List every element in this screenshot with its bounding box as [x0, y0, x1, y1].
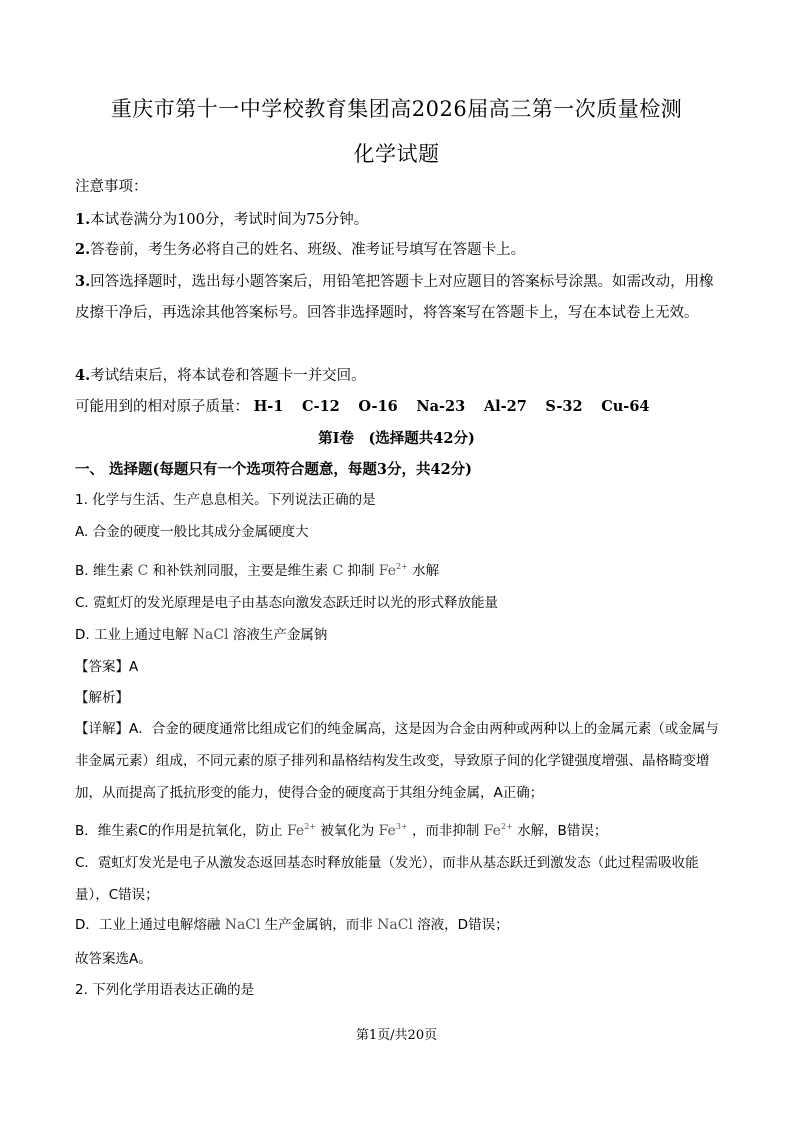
- notice-heading: 注意事项：: [75, 179, 148, 195]
- q1-analysis-label: 【解析】: [75, 690, 129, 706]
- page-number: 第1页/共20页: [355, 1028, 438, 1043]
- notice-item-3: [75, 266, 725, 329]
- notice-item-4-number: 4.: [75, 367, 91, 384]
- q1-detail-d-formula-nacl2: NaCl: [377, 917, 413, 933]
- q1-option-b-formula-fe: [379, 563, 408, 579]
- q1-conclusion: 故答案选A。: [75, 951, 152, 967]
- notice-item-3-number: 3.: [75, 273, 91, 290]
- q1-option-b-text-1: B. 维生素: [75, 563, 134, 579]
- notice-item-4-text: 考试结束后，将本试卷和答题卡一并交回。: [90, 368, 366, 384]
- q1-detail-d-text-3: 溶液，D错误；: [417, 917, 509, 933]
- exam-subject: 化学试题: [353, 142, 440, 166]
- q1-option-c: C. 霓虹灯的发光原理是电子由基态向激发态跃迁时以光的形式释放能量: [75, 595, 499, 611]
- q1-detail-d-text-1: D．工业上通过电解熔融: [75, 917, 221, 933]
- q1-option-b-formula-c1: C: [137, 563, 149, 579]
- atomic-mass-o: O-16: [358, 398, 398, 415]
- atomic-mass-h: H-1: [253, 398, 284, 415]
- volume-heading: 第Ⅰ卷 (选择题共42分): [318, 430, 475, 447]
- q1-detail-d-text-2: 生产金属钠，而非: [264, 917, 373, 933]
- q1-detail-b-fe3-charge: 2+: [500, 822, 513, 831]
- q1-detail-b-fe3-symbol: Fe: [483, 823, 501, 839]
- q1-option-d: [75, 625, 725, 645]
- atomic-mass-s: S-32: [545, 398, 583, 415]
- atomic-mass-na: Na-23: [416, 398, 466, 415]
- q1-detail-b-formula-fe2: [379, 823, 408, 839]
- atomic-mass-cu: Cu-64: [601, 398, 650, 415]
- q1-option-b-text-2: 和补铁剂同服，主要是维生素: [152, 563, 329, 579]
- q1-detail-b-text-4: 水解，B错误；: [517, 823, 608, 839]
- notice-item-3-text: 回答选择题时，选出每小题答案后，用铅笔把答题卡上对应题目的答案标号涂黑。如需改动，用橡皮擦干净后，再选涂其他答案标号。回答非选择题时，将答案写在答题卡上，写在本试卷上无效。: [75, 274, 714, 321]
- q1-option-b-text-4: 水解: [412, 563, 440, 579]
- q1-option-d-formula-nacl: NaCl: [192, 627, 229, 643]
- q1-detail-b-text-3: ，而非抑制: [411, 823, 480, 839]
- q1-detail-b-formula-fe1: [287, 823, 316, 839]
- q1-option-d-text-2: 溶液生产金属钠: [232, 627, 328, 643]
- q1-option-b-fe-charge: 2+: [396, 562, 408, 571]
- atomic-mass-line: [75, 397, 725, 417]
- q1-option-b-formula-c2: C: [332, 563, 344, 579]
- notice-item-2-text: 答卷前，考生务必将自己的姓名、班级、准考证号填写在答题卡上。: [90, 242, 526, 258]
- atomic-mass-label: 可能用到的相对原子质量：: [75, 399, 249, 415]
- q1-option-b-fe-symbol: Fe: [378, 563, 397, 579]
- q1-detail-b-fe1-symbol: Fe: [286, 823, 305, 839]
- q1-option-d-text-1: D. 工业上通过电解: [75, 627, 189, 643]
- q1-detail-d: [75, 915, 725, 935]
- q1-detail-c: C．霓虹灯发光是电子从激发态返回基态时释放能量（发光），而非从基态跃迁到激发态（此过程需吸收能量），C错误；: [75, 855, 699, 903]
- notice-item-2: [75, 240, 725, 260]
- notice-item-1-number: 1.: [75, 211, 91, 228]
- q1-detail-b-formula-fe3: [484, 823, 513, 839]
- q1-detail-b: [75, 817, 725, 841]
- q1-answer: 【答案】A: [75, 659, 139, 675]
- q1-detail-b-fe1-charge: 2+: [304, 822, 317, 831]
- notice-item-1-text: 本试卷满分为100分，考试时间为75分钟。: [90, 212, 369, 228]
- exam-title: 重庆市第十一中学校教育集团高2026届高三第一次质量检测: [110, 97, 683, 121]
- notice-item-1: [75, 210, 725, 230]
- q1-detail-b-fe2-symbol: Fe: [378, 823, 396, 839]
- notice-item-2-number: 2.: [75, 241, 91, 258]
- q2-stem: 2. 下列化学用语表达正确的是: [75, 982, 255, 998]
- q1-detail-b-fe2-charge: 3+: [395, 822, 408, 831]
- q1-detail-a: 【详解】A．合金的硬度通常比组成它们的纯金属高，这是因为合金由两种或两种以上的金属元素（或金属与非金属元素）组成，不同元素的原子排列和晶格结构发生改变，导致原子间的化学键强度增强、晶格畸变增加，从而提高了抵抗形变的能力，使得合金的硬度高于其组分纯金属，A正确；: [75, 721, 719, 801]
- q1-option-b-text-3: 抑制: [347, 563, 375, 579]
- q1-detail-b-text-2: 被氧化为: [320, 823, 375, 839]
- atomic-mass-c: C-12: [302, 398, 340, 415]
- q1-detail-b-text-1: B．维生素C的作用是抗氧化，防止: [75, 823, 283, 839]
- q1-option-b: [75, 557, 725, 581]
- q1-stem: 1. 化学与生活、生产息息相关。下列说法正确的是: [75, 492, 376, 508]
- q1-detail-d-formula-nacl1: NaCl: [224, 917, 261, 933]
- part-title: 一、 选择题(每题只有一个选项符合题意，每题3分，共42分): [75, 461, 473, 478]
- q1-option-a: A. 合金的硬度一般比其成分金属硬度大: [75, 524, 309, 540]
- notice-item-4: [75, 366, 725, 386]
- atomic-mass-al: Al-27: [483, 398, 527, 415]
